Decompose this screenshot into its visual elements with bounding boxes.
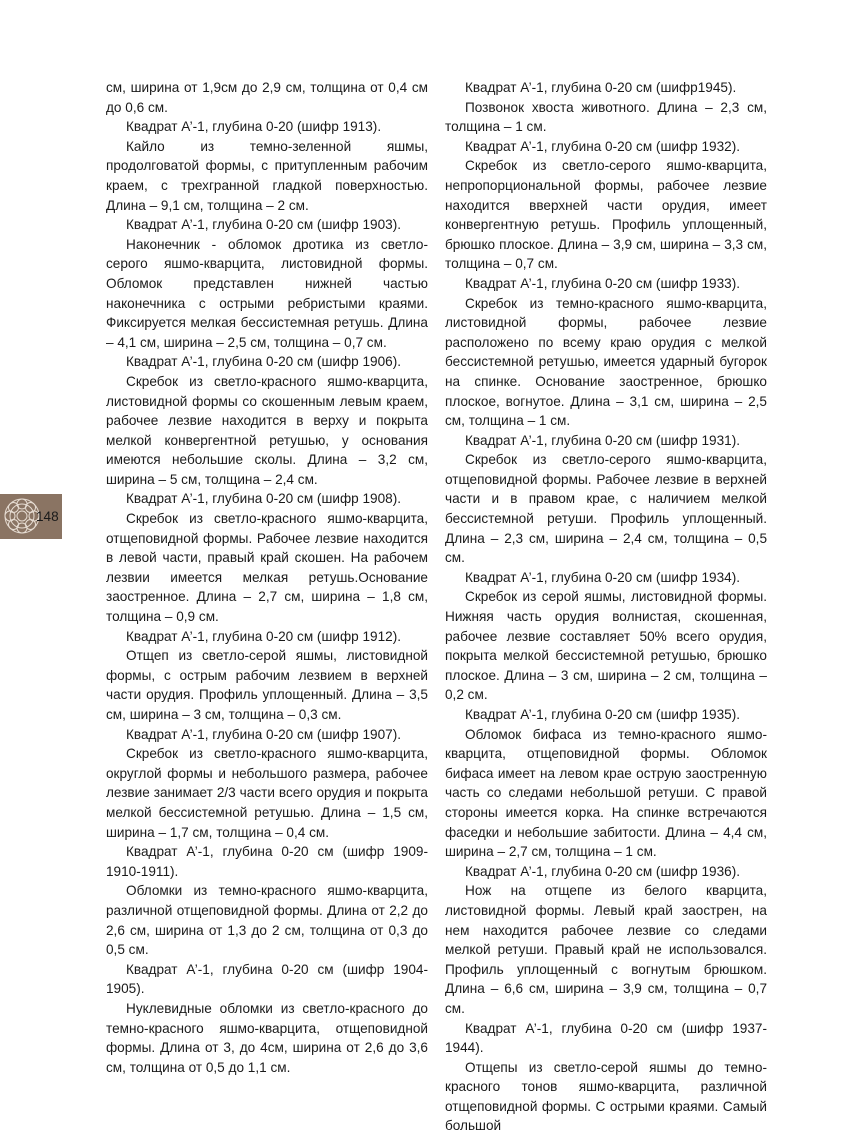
left-text-column [106,78,428,1077]
paragraph: Квадрат А’-1, глубина 0-20 см (шифр 1933). [465,275,741,291]
paragraph: Квадрат А’-1, глубина 0-20 см (шифр 1932). [465,138,741,154]
paragraph: Позвонок хвоста животного. Длина – 2,3 см, толщина – 1 см. [445,99,767,135]
paragraph: Скребок из светло-серого яшмо-кварцита, непропорциональной формы, рабочее лезвие находится вверхней части орудия, имеет конвергентную ретушь. Профиль уплощенный, брюшко плоское. Длина – 3,9 см, ширина – 3,3 см, толщина – 0,7 см. [445,158,767,272]
paragraph: Квадрат А’-1, глубина 0-20 см (шифр 1903). [126,217,402,233]
paragraph: Квадрат А’-1, глубина 0-20 см (шифр 1908). [126,491,402,507]
paragraph: Обломки из темно-красного яшмо-кварцита, различной отщеповидной формы. Длина от 2,2 до 2,6 см, ширина от 1,3 до 2 см, толщина от 0,3 до 0,5 см. [106,883,428,958]
paragraph: Квадрат А’-1, глубина 0-20 см (шифр 1909-1910-1911). [106,844,428,879]
paragraph: Квадрат А’-1, глубина 0-20 см (шифр1945). [465,80,737,95]
paragraph: Наконечник - обломок дротика из светло-серого яшмо-кварцита, листовидной формы. Обломок представлен нижней частью наконечника с острыми ребристыми краями. Фиксируется мелкая бессистемная ретушь. Длина – 4,1 см, ширина – 2,5 см, толщина – 0,7 см. [106,236,428,350]
right-text-column [445,78,767,1136]
paragraph: Квадрат А’-1, глубина 0-20 см (шифр 1912). [126,628,402,644]
paragraph: Скребок из светло-красного яшмо-кварцита, округлой формы и небольшого размера, рабочее лезвие занимает 2/3 части всего орудия и покрыта мелкой бессистемной ретушью. Длина – 1,5 см, ширина – 1,7 см, толщина – 0,4 см. [106,746,428,840]
paragraph: Квадрат А’-1, глубина 0-20 см (шифр 1934). [465,569,741,585]
paragraph: Обломок бифаса из темно-красного яшмо-кварцита, отщеповидной формы. Обломок бифаса имеет на левом крае острую заостренную часть со следами небольшой ретуши. С правой стороны имеется корка. На спинке встречаются фаседки и небольшие забитости. Длина – 4,4 см, ширина – 2,7 см, толщина – 1 см. [445,726,767,860]
paragraph: см, ширина от 1,9см до 2,9 см, толщина от 0,4 см до 0,6 см. [106,80,428,115]
paragraph: Отщепы из светло-серой яшмы до темно-красного тонов яшмо-кварцита, различной отщеповидной формы. С острыми краями. Самый большой [445,1059,767,1134]
paragraph: Отщеп из светло-серой яшмы, листовидной формы, с острым рабочим лезвием в верхней части орудия. Профиль уплощенный. Длина – 3,5 см, ширина – 3 см, толщина – 0,3 см. [106,648,428,722]
paragraph: Квадрат А’-1, глубина 0-20 см (шифр 1936). [465,863,741,879]
paragraph: Скребок из светло-красного яшмо-кварцита, отщеповидной формы. Рабочее лезвие находится в левой части, правый край скошен. На рабочем лезвии имеется мелкая ретушь.Основание заостренное. Длина – 2,7 см, ширина – 1,8 см, толщина – 0,9 см. [106,511,428,625]
paragraph: Квадрат А’-1, глубина 0-20 см (шифр 1907). [126,726,402,742]
paragraph: Кайло из темно-зеленной яшмы, продолговатой формы, с притупленным рабочим краем, с трехгранной гладкой поверхностью. Длина – 9,1 см, толщина – 2 см. [106,138,428,213]
paragraph: Нуклевидные обломки из светло-красного до темно-красного яшмо-кварцита, отщеповидной формы. Длина от 3, до 4см, ширина от 2,6 до 3,6 см, толщина от 0,5 до 1,1 см. [106,1000,428,1075]
paragraph: Скребок из темно-красного яшмо-кварцита, листовидной формы, рабочее лезвие расположено по всему краю орудия с мелкой бессистемной ретушью, имеется ударный бугорок на спинке. Основание заостренное, брюшко плоское, вогнутое. Длина – 3,1 см, ширина – 2,5 см, толщина – 1 см. [445,295,767,429]
paragraph: Скребок из светло-красного яшмо-кварцита, листовидной формы со скошенным левым краем, рабочее лезвие находится в верху и покрыта мелкой конвергентной ретушью, у основания имеются небольшие сколы. Длина – 3,2 см, ширина – 5 см, толщина – 2,4 см. [106,373,428,487]
page-number: 148 [36,509,59,524]
paragraph: Нож на отщепе из белого кварцита, листовидной формы. Левый край заострен, на нем находится рабочее лезвие со следами мелкой ретуши. Правый край не использовался. Профиль уплощенный с вогнутым брюшком. Длина – 6,6 см, ширина – 3,9 см, толщина – 0,7 см. [445,883,767,1016]
paragraph: Скребок из серой яшмы, листовидной формы. Нижняя часть орудия волнистая, скошенная, рабочее лезвие составляет 50% всего орудия, покрыта мелкой бессистемной ретушью, брюшко плоское. Длина – 3 см, ширина – 2 см, толщина – 0,2 см. [445,589,767,703]
paragraph: Квадрат А’-1, глубина 0-20 см (шифр 1904-1905). [106,961,428,997]
paragraph: Скребок из светло-серого яшмо-кварцита, отщеповидной формы. Рабочее лезвие в верхней части и в правом крае, с наличием мелкой бессистемной ретуши. Профиль уплощенный. Длина – 2,3 см, ширина – 2,4 см, толщина – 0,5 см. [445,452,767,566]
paragraph: Квадрат А’-1, глубина 0-20 см (шифр 1906). [126,354,402,370]
paragraph: Квадрат А’-1, глубина 0-20 (шифр 1913). [126,119,382,135]
paragraph: Квадрат А’-1, глубина 0-20 см (шифр 1931). [465,432,741,448]
paragraph: Квадрат А’-1, глубина 0-20 см (шифр 1935). [465,707,741,722]
paragraph: Квадрат А’-1, глубина 0-20 см (шифр 1937-1944). [445,1020,767,1056]
